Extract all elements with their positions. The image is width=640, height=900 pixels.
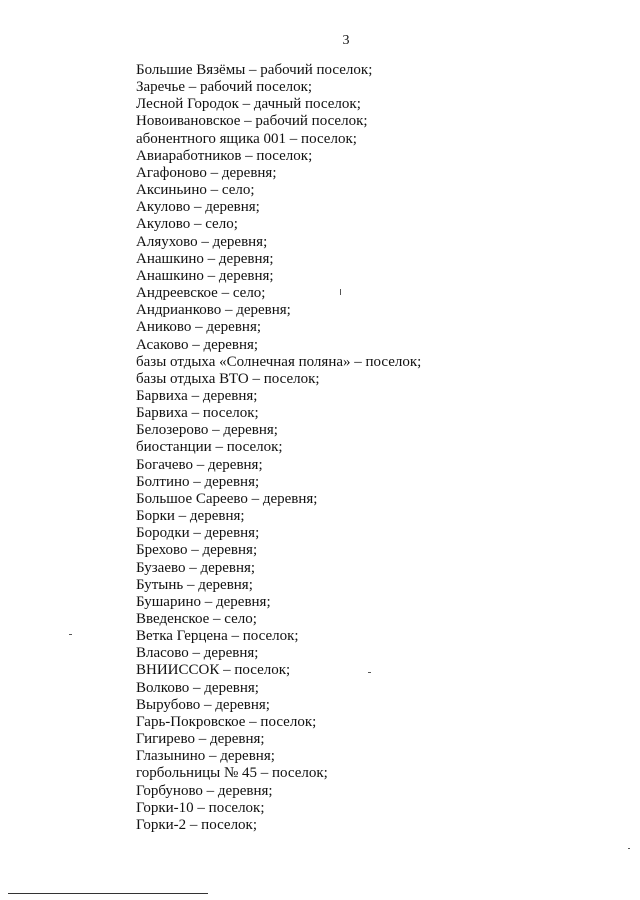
list-item: биостанции – поселок; — [136, 439, 283, 456]
list-item: Бородки – деревня; — [136, 525, 260, 542]
list-item: Акулово – деревня; — [136, 199, 260, 216]
list-item: Горбуново – деревня; — [136, 782, 273, 799]
settlement-list — [136, 62, 421, 834]
list-item: Глазынино – деревня; — [136, 748, 275, 765]
list-item: базы отдыха ВТО – поселок; — [136, 370, 320, 387]
list-item: Заречье – рабочий поселок; — [136, 79, 313, 96]
list-item: Гигирево – деревня; — [136, 731, 265, 748]
list-item: базы отдыха «Солнечная поляна» – поселок; — [136, 353, 422, 370]
list-item: Волково – деревня; — [136, 679, 259, 696]
list-item: абонентного ящика 001 – поселок; — [136, 130, 357, 147]
list-item: Агафоново – деревня; — [136, 164, 277, 181]
bottom-rule — [8, 893, 208, 894]
list-item: Богачево – деревня; — [136, 456, 263, 473]
page-number: 3 — [342, 33, 350, 48]
list-item: Гарь-Покровское – поселок; — [136, 713, 317, 730]
list-item: Горки-2 – поселок; — [136, 816, 258, 833]
list-item: Аксиньино – село; — [136, 182, 255, 199]
scan-speck — [368, 672, 371, 673]
list-item: Болтино – деревня; — [136, 473, 260, 490]
list-item: Новоивановское – рабочий поселок; — [136, 113, 368, 130]
list-item: Барвиха – поселок; — [136, 405, 259, 422]
list-item: Вырубово – деревня; — [136, 696, 270, 713]
list-item: Бушарино – деревня; — [136, 593, 271, 610]
scan-speck — [69, 634, 72, 635]
list-item: Борки – деревня; — [136, 508, 245, 525]
list-item: Авиаработников – поселок; — [136, 147, 313, 164]
list-item: Бузаево – деревня; — [136, 559, 256, 576]
list-item: Анашкино – деревня; — [136, 250, 274, 267]
list-item: Власово – деревня; — [136, 645, 259, 662]
list-item: Введенское – село; — [136, 611, 257, 627]
list-item: ВНИИССОК – поселок; — [136, 662, 291, 679]
scan-speck — [628, 848, 630, 849]
list-item: Аниково – деревня; — [136, 319, 262, 336]
list-item: Брехово – деревня; — [136, 542, 258, 559]
list-item: Горки-10 – поселок; — [136, 799, 265, 816]
list-item: Анашкино – деревня; — [136, 267, 274, 284]
list-item: Ветка Герцена – поселок; — [136, 628, 299, 645]
list-item: Бутынь – деревня; — [136, 576, 253, 593]
scan-speck — [340, 289, 341, 295]
list-item: Большие Вязёмы – рабочий поселок; — [136, 62, 373, 78]
list-item: Лесной Городок – дачный поселок; — [136, 96, 361, 113]
list-item: Асаково – деревня; — [136, 336, 259, 353]
list-item: горбольницы № 45 – поселок; — [136, 765, 328, 782]
list-item: Акулово – село; — [136, 216, 238, 233]
list-item: Большое Сареево – деревня; — [136, 490, 318, 507]
list-item: Аляухово – деревня; — [136, 233, 268, 250]
list-item: Андрианково – деревня; — [136, 302, 291, 319]
list-item: Андреевское – село; — [136, 285, 266, 302]
list-item: Барвиха – деревня; — [136, 387, 258, 404]
list-item: Белозерово – деревня; — [136, 422, 278, 439]
